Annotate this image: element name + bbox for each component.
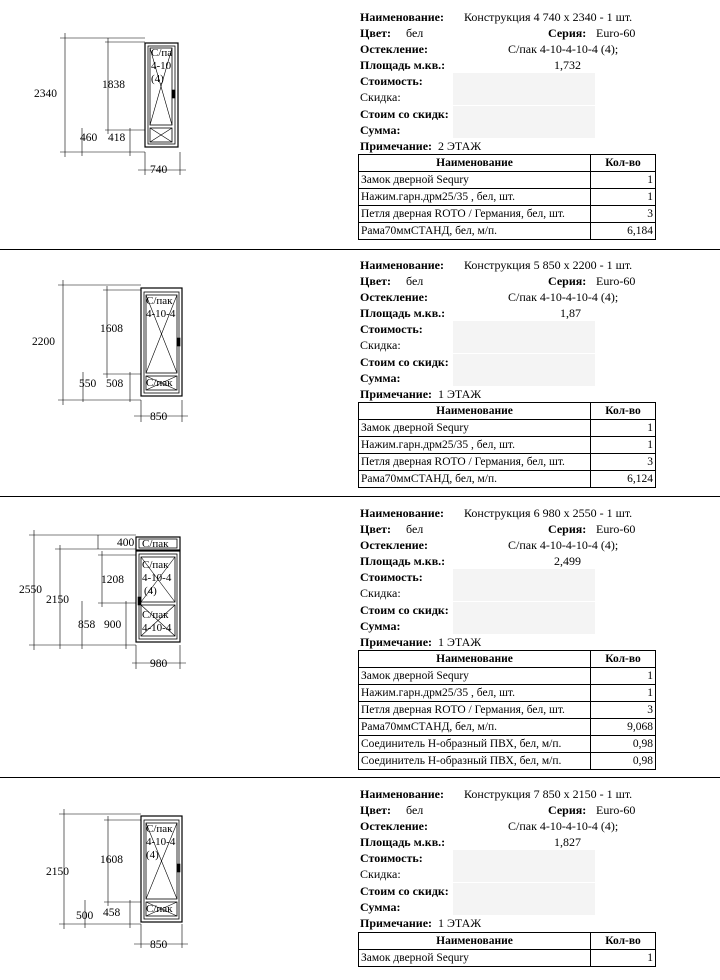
dim-lower-height: 460 [80, 132, 98, 144]
col-qty-header: Кол-во [591, 403, 656, 420]
color-label: Цвет: [360, 26, 392, 41]
hardware-table [358, 932, 656, 967]
dim-width: 980 [150, 658, 168, 670]
dim-total-height: 2550 [19, 584, 42, 596]
glazing-label: Остекление: [360, 819, 429, 834]
dim-lower-height: 550 [79, 378, 97, 390]
dim-upper-height: 1208 [101, 574, 124, 586]
col-qty-header: Кол-во [591, 933, 656, 950]
cost-discount-value [453, 883, 595, 899]
table-row: Замок дверной Sequry 1 [359, 950, 656, 967]
note-label: Примечание: [360, 915, 433, 930]
cost-value [453, 569, 595, 585]
dim-lower-height: 858 [78, 619, 96, 631]
color-value: бел [406, 26, 424, 41]
table-row: Замок дверной Sequry 1 [359, 172, 656, 189]
dim-upper-height: 1608 [100, 854, 123, 866]
color-value: бел [406, 803, 424, 818]
table-row: Нажим.гарн.дрм25/35 , бел, шт. 1 [359, 437, 656, 454]
construction-drawing [0, 497, 355, 777]
cost-discount-value [453, 354, 595, 370]
glass-label: (4) [146, 849, 159, 861]
dim-sash-height: 900 [104, 619, 122, 631]
table-header [359, 933, 656, 950]
color-value: бел [406, 274, 424, 289]
construction-title: Конструкция 5 850 x 2200 - 1 шт. [464, 258, 633, 272]
series-label: Серия: [548, 26, 587, 41]
table-row: Рама70ммСТАНД, бел, м/п. 9,068 [359, 719, 656, 736]
dim-width: 850 [150, 939, 168, 951]
table-header [359, 155, 656, 172]
sum-value [453, 899, 595, 915]
area-value: 1,732 [554, 58, 581, 73]
note-value: 2 ЭТАЖ [438, 138, 482, 153]
window-drawing-svg [0, 250, 355, 496]
dim-upper-height: 1608 [100, 323, 123, 335]
glazing-label: Остекление: [360, 538, 429, 553]
glass-label: 4-10-4 [142, 622, 172, 634]
area-value: 1,87 [560, 306, 581, 321]
discount-label: Скидка: [360, 338, 401, 353]
series-label: Серия: [548, 522, 587, 537]
discount-value [453, 866, 595, 882]
sum-label: Сумма: [360, 122, 401, 137]
col-qty-header: Кол-во [591, 155, 656, 172]
series-value: Euro-60 [596, 803, 636, 818]
construction-info [360, 257, 660, 402]
sum-value [453, 618, 595, 634]
construction-title: Конструкция 7 850 x 2150 - 1 шт. [464, 787, 633, 801]
col-name-header: Наименование [359, 403, 591, 420]
glass-label: 4-10-4 [146, 836, 176, 848]
sum-label: Сумма: [360, 618, 401, 633]
cost-label: Стоимость: [360, 851, 423, 866]
col-name-header: Наименование [359, 155, 591, 172]
construction-drawing [0, 0, 355, 249]
cost-discount-value [453, 602, 595, 618]
window-drawing-svg [0, 0, 355, 249]
construction-drawing [0, 250, 355, 496]
series-value: Euro-60 [596, 522, 636, 537]
area-label: Площадь м.кв.: [360, 554, 446, 569]
glass-label: С/пак [146, 295, 173, 307]
cost-value [453, 321, 595, 337]
table-row: Петля дверная ROTO / Германия, бел, шт. 3 [359, 454, 656, 471]
table-row: Замок дверной Sequry 1 [359, 668, 656, 685]
col-qty-header: Кол-во [591, 651, 656, 668]
glass-label: С/пак [146, 823, 173, 835]
series-label: Серия: [548, 803, 587, 818]
glass-label: (4) [144, 585, 157, 597]
table-row: Соединитель Н-образный ПВХ, бел, м/п. 0,98 [359, 736, 656, 753]
color-label: Цвет: [360, 274, 392, 289]
col-name-header: Наименование [359, 651, 591, 668]
glazing-label: Остекление: [360, 290, 429, 305]
note-label: Примечание: [360, 634, 433, 649]
cost-label: Стоимость: [360, 322, 423, 337]
name-label: Наименование: [360, 258, 444, 272]
table-row: Замок дверной Sequry 1 [359, 420, 656, 437]
glazing-label: Остекление: [360, 42, 429, 57]
window-drawing-svg [0, 497, 355, 777]
glazing-value: С/пак 4-10-4-10-4 (4); [508, 819, 619, 834]
note-value: 1 ЭТАЖ [438, 634, 482, 649]
dim-total-height: 2340 [34, 88, 57, 100]
dim-sash-height: 508 [106, 378, 124, 390]
dim-sash-height: 458 [103, 907, 121, 919]
sum-label: Сумма: [360, 370, 401, 385]
series-value: Euro-60 [596, 26, 636, 41]
note-value: 1 ЭТАЖ [438, 915, 482, 930]
note-label: Примечание: [360, 138, 433, 153]
cost-label: Стоимость: [360, 74, 423, 89]
hardware-table [358, 154, 656, 240]
dim-total-height: 2150 [46, 866, 69, 878]
sum-value [453, 122, 595, 138]
dim-lower-height: 500 [76, 910, 94, 922]
glass-label: С/пак [146, 377, 173, 389]
discount-value [453, 585, 595, 601]
cost-discount-label: Стоим со скидк: [360, 883, 449, 898]
dim-total-height: 2200 [32, 336, 55, 348]
table-row: Рама70ммСТАНД, бел, м/п. 6,124 [359, 471, 656, 488]
discount-label: Скидка: [360, 867, 401, 882]
discount-label: Скидка: [360, 586, 401, 601]
hardware-table [358, 402, 656, 488]
glass-label: С/пак [142, 609, 169, 621]
name-label: Наименование: [360, 506, 444, 520]
area-label: Площадь м.кв.: [360, 58, 446, 73]
table-row: Рама70ммСТАНД, бел, м/п. 6,184 [359, 223, 656, 240]
discount-value [453, 89, 595, 105]
dim-width: 740 [150, 164, 168, 176]
table-header [359, 651, 656, 668]
table-row: Нажим.гарн.дрм25/35 , бел, шт. 1 [359, 189, 656, 206]
glass-label: 4-10-4 [142, 572, 172, 584]
name-label: Наименование: [360, 10, 444, 24]
glass-label: С/пак [142, 559, 169, 571]
dim-width: 850 [150, 411, 168, 423]
sum-label: Сумма: [360, 899, 401, 914]
dim-sash-height: 418 [108, 132, 126, 144]
area-label: Площадь м.кв.: [360, 306, 446, 321]
table-row: Петля дверная ROTO / Германия, бел, шт. 3 [359, 702, 656, 719]
name-label: Наименование: [360, 787, 444, 801]
dim-mid-height: 2150 [46, 594, 69, 606]
glass-label: С/пак [146, 903, 173, 915]
glazing-value: С/пак 4-10-4-10-4 (4); [508, 42, 619, 57]
table-row: Нажим.гарн.дрм25/35 , бел, шт. 1 [359, 685, 656, 702]
cost-value [453, 73, 595, 89]
table-header [359, 403, 656, 420]
glass-label: (4) [151, 73, 164, 85]
color-label: Цвет: [360, 803, 392, 818]
window-drawing-svg [0, 778, 355, 980]
area-label: Площадь м.кв.: [360, 835, 446, 850]
cost-discount-label: Стоим со скидк: [360, 602, 449, 617]
table-row: Соединитель Н-образный ПВХ, бел, м/п. 0,98 [359, 753, 656, 770]
glass-label: С/па [151, 47, 173, 59]
discount-value [453, 337, 595, 353]
construction-info [360, 786, 660, 931]
glazing-value: С/пак 4-10-4-10-4 (4); [508, 290, 619, 305]
series-label: Серия: [548, 274, 587, 289]
dim-upper-height: 1838 [102, 79, 125, 91]
glass-label: 4-10 [151, 60, 172, 72]
construction-title: Конструкция 4 740 x 2340 - 1 шт. [464, 10, 633, 24]
dim-top-height: 400 [117, 537, 135, 549]
construction-title: Конструкция 6 980 x 2550 - 1 шт. [464, 506, 633, 520]
construction-info [360, 505, 660, 650]
cost-discount-label: Стоим со скидк: [360, 106, 449, 121]
hardware-table [358, 650, 656, 770]
glass-label: 4-10-4 [146, 308, 176, 320]
col-name-header: Наименование [359, 933, 591, 950]
sum-value [453, 370, 595, 386]
cost-discount-label: Стоим со скидк: [360, 354, 449, 369]
glazing-value: С/пак 4-10-4-10-4 (4); [508, 538, 619, 553]
area-value: 2,499 [554, 554, 581, 569]
discount-label: Скидка: [360, 90, 401, 105]
note-label: Примечание: [360, 386, 433, 401]
table-row: Петля дверная ROTO / Германия, бел, шт. 3 [359, 206, 656, 223]
cost-value [453, 850, 595, 866]
color-value: бел [406, 522, 424, 537]
cost-discount-value [453, 106, 595, 122]
construction-drawing [0, 778, 355, 980]
construction-info [360, 9, 660, 154]
glass-label: С/пак [142, 538, 169, 550]
note-value: 1 ЭТАЖ [438, 386, 482, 401]
area-value: 1,827 [554, 835, 581, 850]
series-value: Euro-60 [596, 274, 636, 289]
cost-label: Стоимость: [360, 570, 423, 585]
color-label: Цвет: [360, 522, 392, 537]
